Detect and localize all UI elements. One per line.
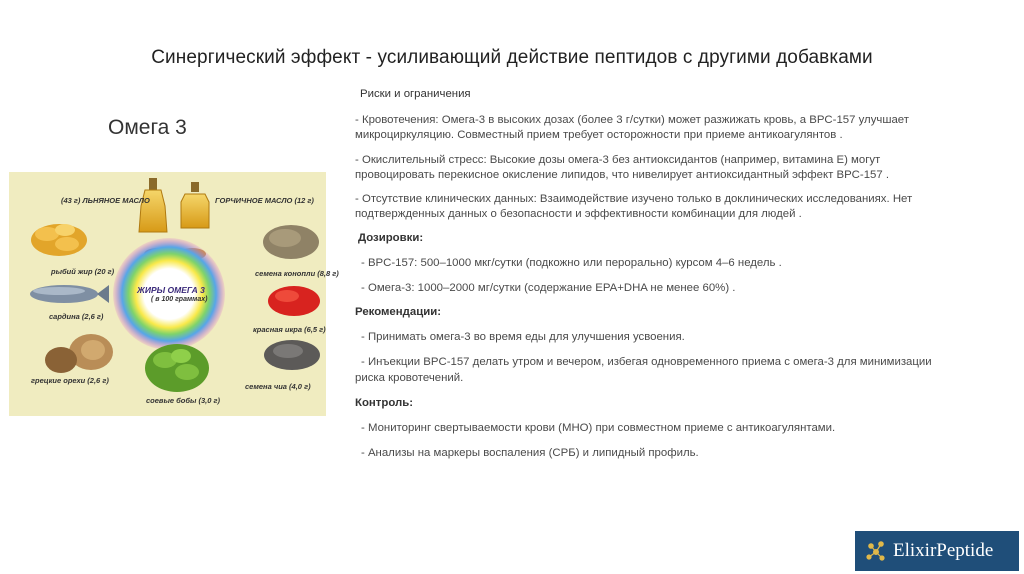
logo-text: ElixirPeptide — [893, 540, 994, 561]
risk-item: - Окислительный стресс: Высокие дозы омега-3 без антиоксидантов (например, витамина E) могут провоцировать перекисное окисление липидов, что нивелирует антиоксидантный эффект BPC-157 . — [355, 153, 890, 181]
omega-heading: Омега 3 — [108, 116, 187, 139]
elixirpeptide-logo — [855, 531, 1019, 571]
slide-title: Синергический эффект - усиливающий действие пептидов с другими добавками — [151, 47, 873, 68]
soybeans-icon — [145, 344, 209, 392]
dosage-title: Дозировки: — [358, 232, 424, 245]
center-label: ЖИРЫ ОМЕГА 3 — [137, 285, 205, 295]
soybeans-label: соевые бобы (3,0 г) — [146, 396, 220, 405]
red-caviar-label: красная икра (6,5 г) — [253, 325, 326, 334]
risk-item: - Отсутствие клинических данных: Взаимодействие изучено только в доклинических исследованиях. Нет подтвержденных данных о безопасности и эффективности комбинации для людей . — [355, 193, 913, 221]
control-title: Контроль: — [355, 396, 414, 409]
recommendation-item: - Принимать омега-3 во время еды для улучшения усвоения. — [361, 331, 685, 344]
sardine-label: сардина (2,6 г) — [49, 312, 104, 321]
molecule-icon — [863, 538, 889, 564]
omega3-infographic — [9, 172, 339, 416]
dosage-item: - BPC-157: 500–1000 мкг/сутки (подкожно или перорально) курсом 4–6 недель . — [361, 256, 782, 269]
fish-oil-capsules-icon — [31, 224, 87, 256]
risks-title: Риски и ограничения — [360, 88, 471, 100]
hemp-seeds-label: семена конопли (8,8 г) — [255, 269, 339, 278]
mustard-oil-jar-icon — [181, 182, 209, 228]
flax-oil-bottle-icon — [139, 178, 167, 232]
flax-oil-label: (43 г) ЛЬНЯНОЕ МАСЛО — [61, 196, 150, 205]
control-item: - Мониторинг свертываемости крови (МНО) при совместном приеме с антикоагулянтами. — [361, 422, 836, 435]
content-column — [355, 87, 945, 461]
walnuts-label: грецкие орехи (2,6 г) — [31, 376, 109, 385]
chia-seeds-label: семена чиа (4,0 г) — [245, 382, 311, 391]
fish-oil-label: рыбий жир (20 г) — [51, 267, 115, 276]
recommendations-title: Рекомендации: — [355, 306, 442, 319]
hemp-seeds-icon — [263, 225, 319, 259]
center-sub-label: ( в 100 граммах) — [151, 296, 208, 303]
chia-seeds-icon — [264, 340, 320, 370]
risk-item: - Кровотечения: Омега-3 в высоких дозах (более 3 г/сутки) может разжижать кровь, а BPC-157 улучшает микроциркуляцию. Совместный прием требует осторожности при приеме антикоагулянтов . — [355, 114, 909, 142]
red-caviar-icon — [268, 286, 320, 316]
sardine-icon — [30, 285, 109, 303]
recommendation-item: - Инъекции BPC-157 делать утром и вечером, избегая одновременного приема с омега-3 для минимизации риска кровотечений. — [355, 356, 932, 384]
control-item: - Анализы на маркеры воспаления (СРБ) и липидный профиль. — [361, 447, 699, 460]
walnuts-icon — [45, 334, 113, 373]
dosage-item: - Омега-3: 1000–2000 мг/сутки (содержание EPA+DHA не менее 60%) . — [361, 281, 736, 294]
mustard-oil-label: ГОРЧИЧНОЕ МАСЛО (12 г) — [215, 196, 314, 205]
